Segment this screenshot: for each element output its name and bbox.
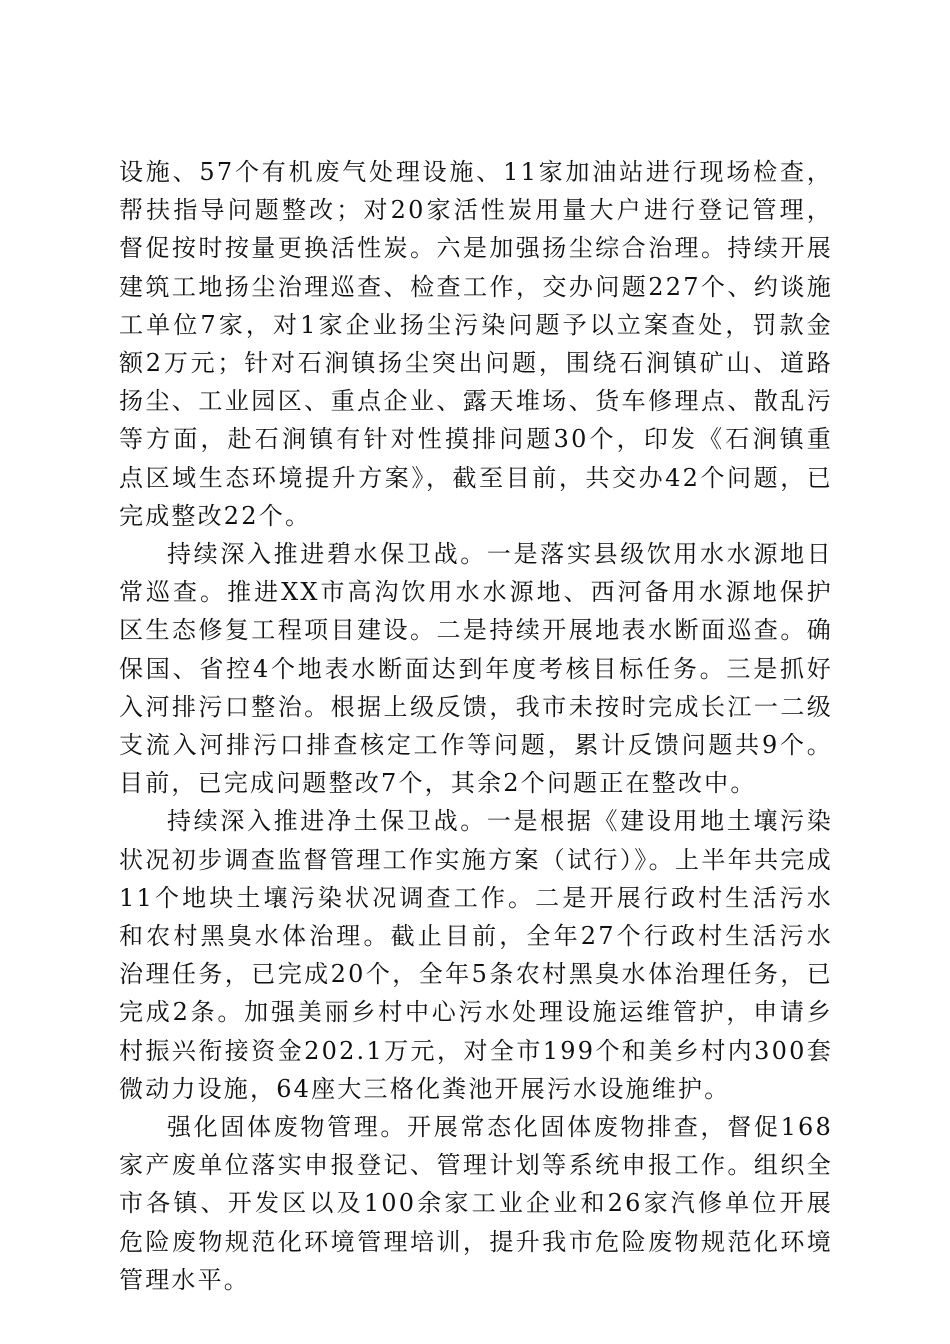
paragraph-solid-waste: 强化固体废物管理。开展常态化固体废物排查，督促168家产废单位落实申报登记、管理计划等系统申报工作。组织全市各镇、开发区以及100余家工业企业和26家汽修单位开展危险废物规范化环境管理培训，提升我市危险废物规范化环境管理水平。 [119, 1113, 833, 1294]
paragraph-water: 持续深入推进碧水保卫战。一是落实县级饮用水水源地日常巡查。推进XX市高沟饮用水水源地、西河备用水源地保护区生态修复工程项目建设。二是持续开展地表水断面巡查。确保国、省控4个地表水断面达到年度考核目标任务。三是抓好入河排污口整治。根据上级反馈，我市未按时完成长江一二级支流入河排污口排查核定工作等问题，累计反馈问题共9个。目前，已完成问题整改7个，其余2个问题正在整改中。 [119, 540, 833, 798]
paragraph-air-continued: 设施、57个有机废气处理设施、11家加油站进行现场检查，帮扶指导问题整改；对20家活性炭用量大户进行登记管理，督促按时按量更换活性炭。六是加强扬尘综合治理。持续开展建筑工地扬尘治理巡查、检查工作，交办问题227个、约谈施工单位7家，对1家企业扬尘污染问题予以立案查处，罚款金额2万元；针对石涧镇扬尘突出问题，围绕石涧镇矿山、道路扬尘、工业园区、重点企业、露天堆场、货车修理点、散乱污等方面，赴石涧镇有针对性摸排问题30个，印发《石涧镇重点区域生态环境提升方案》，截至目前，共交办42个问题，已完成整改22个。 [119, 158, 833, 530]
document-body [119, 153, 833, 1299]
paragraph-soil: 持续深入推进净土保卫战。一是根据《建设用地土壤污染状况初步调查监督管理工作实施方案（试行）》。上半年共完成11个地块土壤污染状况调查工作。二是开展行政村生活污水和农村黑臭水体治理。截止目前，全年27个行政村生活污水治理任务，已完成20个，全年5条农村黑臭水体治理任务，已完成2条。加强美丽乡村中心污水处理设施运维管护，申请乡村振兴衔接资金202.1万元，对全市199个和美乡村内300套微动力设施，64座大三格化粪池开展污水设施维护。 [119, 807, 833, 1103]
